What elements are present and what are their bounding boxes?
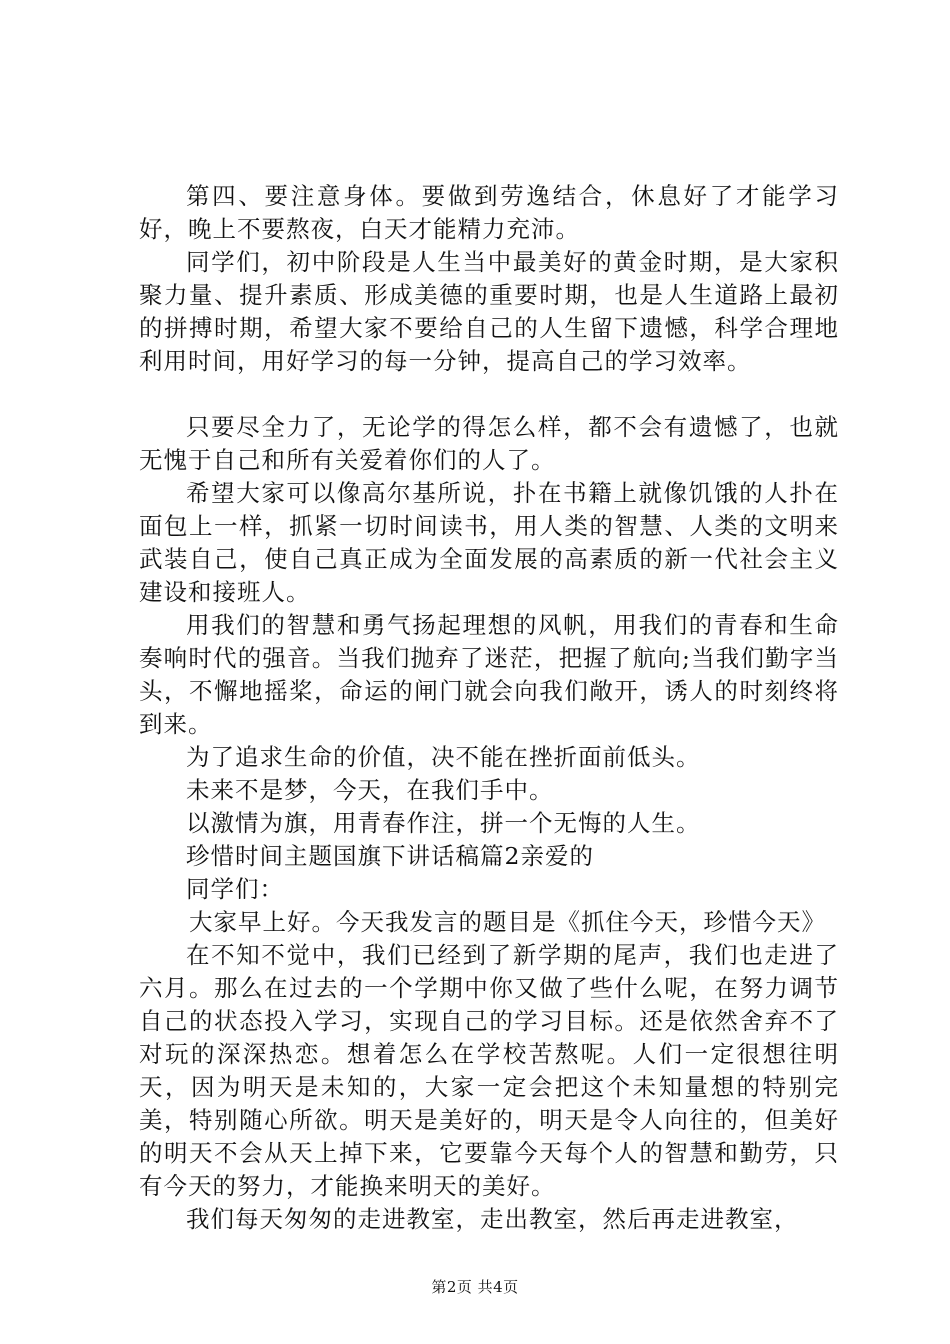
page-number-footer: 第2页 共4页 <box>431 1278 519 1296</box>
paragraph-future-not-dream: 未来不是梦，今天，在我们手中。 <box>186 776 554 804</box>
paragraph-rest-health: 第四、要注意身体。要做到劳逸结合，休息好了才能学习好，晚上不要熬夜，白天才能精力充沛。 <box>139 182 839 243</box>
paragraph-raise-sails: 用我们的智慧和勇气扬起理想的风帆，用我们的青春和生命奏响时代的强音。当我们抛弃了迷茫，把握了航向;当我们勤字当头，不懈地摇桨，命运的闸门就会向我们敞开，诱人的时刻终将到来。 <box>139 611 839 738</box>
paragraph-passion-flag: 以激情为旗，用青春作注，拼一个无悔的人生。 <box>186 809 701 837</box>
paragraph-gorky-quote: 希望大家可以像高尔基所说，扑在书籍上就像饥饿的人扑在面包上一样，抓紧一切时间读书，用人类的智慧、人类的文明来武装自己，使自己真正成为全面发展的高素质的新一代社会主义建设和接班人。 <box>139 479 839 606</box>
paragraph-speech-title: 珍惜时间主题国旗下讲话稿篇2亲爱的 <box>186 842 594 870</box>
paragraph-greeting: 同学们： <box>186 875 284 903</box>
paragraph-classroom: 我们每天匆匆的走进教室，走出教室，然后再走进教室， <box>186 1205 799 1233</box>
paragraph-good-morning: 大家早上好。今天我发言的题目是《抓住今天，珍惜今天》 <box>189 908 826 936</box>
paragraph-end-of-term: 在不知不觉中，我们已经到了新学期的尾声，我们也走进了六月。那么在过去的一个学期中你又做了些什么呢，在努力调节自己的状态投入学习，实现自己的学习目标。还是依然舍弃不了对玩的深深热恋。想着怎么在学校苦熬呢。人们一定很想往明天，因为明天是未知的，大家一定会把这个未知量想的特别完美，特别随心所欲。明天是美好的，明天是令人向往的，但美好的明天不会从天上掉下来，它要靠今天每个人的智慧和勤劳，只有今天的努力，才能换来明天的美好。 <box>139 941 839 1200</box>
document-body <box>139 180 839 1236</box>
paragraph-no-regrets: 只要尽全力了，无论学的得怎么样，都不会有遗憾了，也就无愧于自己和所有关爱着你们的人了。 <box>139 413 839 474</box>
paragraph-golden-period: 同学们，初中阶段是人生当中最美好的黄金时期，是大家积聚力量、提升素质、形成美德的重要时期，也是人生道路上最初的拼搏时期，希望大家不要给自己的人生留下遗憾，科学合理地利用时间，用好学习的每一分钟，提高自己的学习效率。 <box>139 248 839 375</box>
paragraph-pursue-value: 为了追求生命的价值，决不能在挫折面前低头。 <box>186 743 701 771</box>
